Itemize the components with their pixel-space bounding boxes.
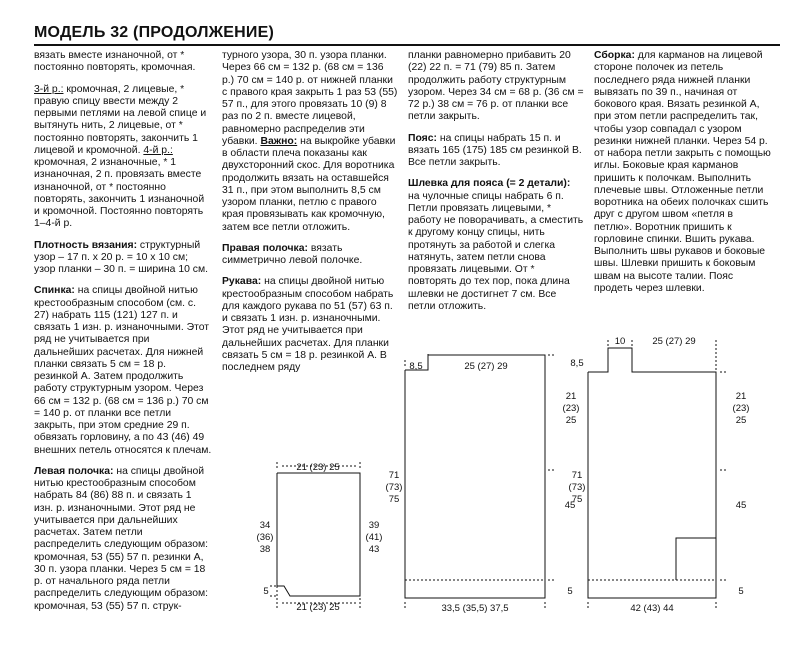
front-hem-height: 5 <box>738 586 744 597</box>
front-collar-height: 8,5 <box>570 358 584 369</box>
back-side-length: 45 <box>564 500 576 511</box>
paragraph-rows-3-4: 3-й р.: кромочная, 2 лицевые, * правую спицу ввести между 2 первыми петлями на левой спице и вытянуть нить, 2 лицевые, от * постоянно повторять, закончить 1 лицевой и кромочной. 4-й р.: кромочная, 2 изнаночные, * 1 изнаночная, 2 п. провязать вместе изнаночной, от * постоянно повторять, закончить 1 изнаночной и кромочной. Постоянно повторять 1–4-й р. <box>34 83 207 230</box>
front-collar-width: 10 <box>614 336 626 347</box>
text-column-3 <box>408 50 584 322</box>
paragraph-right-front: Правая полочка: вязать симметрично левой полочке. <box>222 242 363 266</box>
paragraph-assembly: Сборка: для карманов на лицевой стороне полочек из петель последнего ряда нижней планки вывязать по 39 п., начиная от бокового края. Вязать резинкой А, при этом петли распределить так, чтобы узор совпадал с узором резинки нижней планки. Через 54 р. от набора петли закрыть с помощью иглы. Боковые края карманов пришить к полочкам. Выполнить плечевые швы. Отложенные петли воротника на обеих полочках сшить друг с другом швом «петля в петлю». Воротник пришить к горловине спинки. Вшить рукава. Выполнить швы рукавов и боковые швы. Шлевки пришить к боковым швам на высоте талии. Пояс продеть через шлевки. <box>594 50 771 294</box>
front-diagram <box>588 340 728 608</box>
sleeve-left-length-2: (36) <box>256 532 274 543</box>
back-bottom-width: 33,5 (35,5) 37,5 <box>441 603 509 614</box>
paragraph-left-front: Левая полочка: на спицы двойной нитью крестообразным способом набрать 84 (86) 88 п. и связать 1 изн. р. изнаночными. Этот ряд не учитывается при дальнейших расчетах. Затем петли распределить следующим образом: кромочная, 53 (55) 57 п. резинки А, 30 п. узора планки. Через 5 см = 18 р. от начального ряда петли распределить следующим образом: кромочная, 53 (55) 57 п. струк- <box>34 465 209 612</box>
back-length-1: 71 <box>388 470 400 481</box>
paragraph-sleeves: Рукава: на спицы двойной нитью крестообразным способом набрать для каждого рукава по 51 (57) 63 п. и связать 1 изн. р. изнаночными. Этот ряд не учитывается при дальнейших расчетах. Для планки связать 5 см = 18 р. резинкой А. В последнем ряду <box>222 276 394 373</box>
front-side-length: 45 <box>735 500 747 511</box>
text-column-2 <box>222 50 398 383</box>
back-length-2: (73) <box>385 482 403 493</box>
front-length-2: (73) <box>568 482 586 493</box>
back-neck-width: 25 (27) 29 <box>464 361 508 372</box>
text-column-1 <box>34 50 212 622</box>
back-armhole-1: 21 <box>565 391 577 402</box>
paragraph-back: Спинка: на спицы двойной нитью крестообразным способом (см. с. 27) набрать 115 (121) 127 п. и связать 1 изн. р. изнаночными. Этот ряд не учитывается при дальнейших расчетах. Для нижней планки связать 5 см = 18 р. резинкой А. Затем продолжить работу структурным узором. Через 66 см = 132 р. (68 см = 136 р.) 70 см = 140 р. от планки все петли закрыть, при этом средние 29 п. обвязать горловину, а по 43 (46) 49 внешних петель относятся к плечам. <box>34 285 212 456</box>
paragraph-belt: Пояс: на спицы набрать 15 п. и вязать 165 (175) 185 см резинкой В. Все петли закрыть. <box>408 132 582 168</box>
sleeve-left-length-1: 34 <box>259 520 271 531</box>
back-hem-height: 5 <box>567 586 573 597</box>
back-armhole-2: (23) <box>562 403 580 414</box>
sleeve-right-length-1: 39 <box>368 520 380 531</box>
paragraph-density: Плотность вязания: структурный узор – 17 п. х 20 р. = 10 х 10 см; узор планки – 30 п. = ширина 10 см. <box>34 239 208 275</box>
sleeve-top-width: 21 (23) 25 <box>296 462 340 473</box>
front-length-1: 71 <box>571 470 583 481</box>
sleeve-diagram <box>270 462 360 608</box>
front-armhole-1: 21 <box>735 391 747 402</box>
text-column-4 <box>594 50 772 304</box>
back-diagram <box>405 353 556 608</box>
front-bottom-width: 42 (43) 44 <box>630 603 674 614</box>
paragraph-left-front-cont: турного узора, 30 п. узора планки. Через 66 см = 132 р. (68 см = 136 р.) 70 см = 140 р. от нижней планки с правого края закрыть 1 раз 53 (55) 57 п., для этого провязать 10 (9) 8 раз по 2 п. вместе лицевой, равномерно распределив эти убавки. Важно: на выкройке убавки в области плеча показаны как двухсторонний скос. Для воротника продолжить вязать на оставшейся 31 п., при этом выполнить 8,5 см узором планки, петлю с правого края провязывать как кромочную, затем все петли отложить. <box>222 50 398 233</box>
back-length-3: 75 <box>388 494 400 505</box>
paragraph-belt-loops: Шлевка для пояса (= 2 детали): на чулочные спицы набрать 6 п. Петли провязать лицевыми, * работу не поворачивать, а сместить к другому концу спицы, нить протянуть за работой и слегка натянуть, затем петли снова провязать лицевыми. От * повторять до тех пор, пока длина шлевки не достигнет 7 см. Все петли отложить. <box>408 178 584 312</box>
front-shoulder-width: 25 (27) 29 <box>652 336 696 347</box>
paragraph-row-pattern: вязать вместе изнаночной, от * постоянно повторять, кромочная. <box>34 50 196 74</box>
back-armhole-3: 25 <box>565 415 577 426</box>
sleeve-right-length-3: 43 <box>368 544 380 555</box>
sleeve-bottom-width: 21 (23) 25 <box>296 602 340 613</box>
page-title: МОДЕЛЬ 32 (ПРОДОЛЖЕНИЕ) <box>34 24 275 41</box>
back-shoulder-width: 8,5 <box>409 361 423 372</box>
sleeve-cuff-height: 5 <box>263 586 269 597</box>
front-length-3: 75 <box>571 494 583 505</box>
sleeve-left-length-3: 38 <box>259 544 271 555</box>
paragraph-sleeves-cont: планки равномерно прибавить 20 (22) 22 п. = 71 (79) 85 п. Затем продолжить работу структурным узором. Через 34 см = 68 р. (36 см = 72 р.) 38 см = 76 р. от планки все петли закрыть. <box>408 50 584 123</box>
sleeve-right-length-2: (41) <box>365 532 383 543</box>
front-armhole-2: (23) <box>732 403 750 414</box>
title-divider <box>34 44 780 46</box>
front-armhole-3: 25 <box>735 415 747 426</box>
